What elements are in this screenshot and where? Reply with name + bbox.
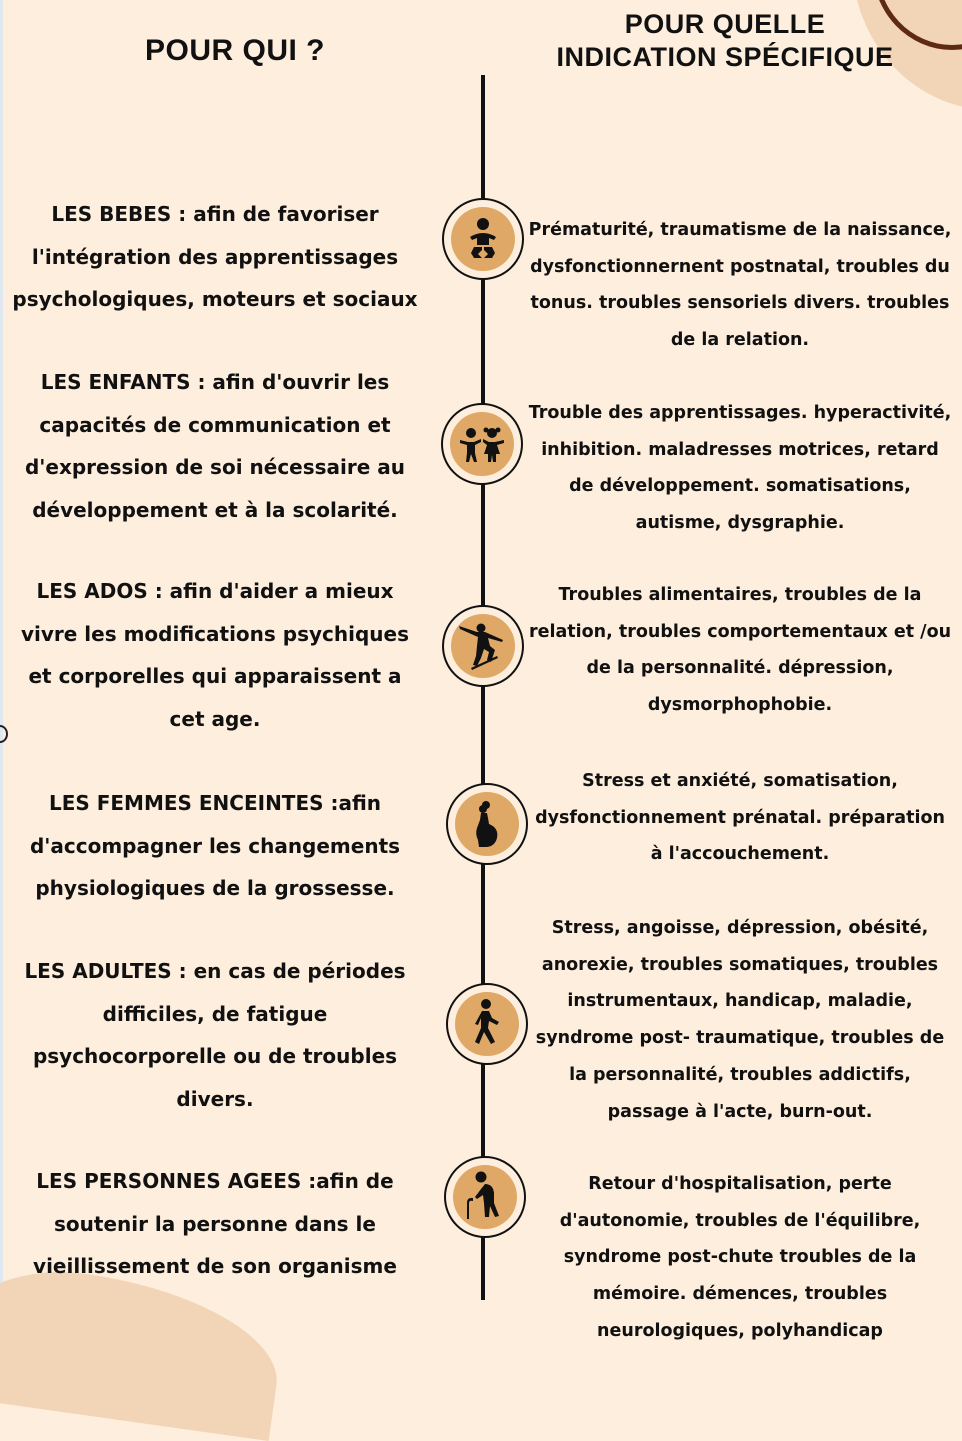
who-children: LES ENFANTS : afin d'ouvrir les capacités de communication et d'expression de soi nécessaire au développement et à la scolarité.	[24, 370, 406, 522]
who-teens: LES ADOS : afin d'aider a mieux vivre les modifications psychiques et corporelles qui apparaissent a cet age.	[20, 579, 410, 731]
who-adults: LES ADULTES : en cas de périodes difficiles, de fatigue psychocorporelle ou de troubles divers.	[24, 959, 406, 1111]
indication-teens: Troubles alimentaires, troubles de la relation, troubles comportementaux et /ou de la personnalité. dépression, dysmorphophobie.	[528, 585, 952, 716]
timeline-node-children	[441, 403, 523, 485]
indication-adults: Stress, angoisse, dépression, obésité, anorexie, troubles somatiques, troubles instrumentaux, handicap, maladie, syndrome post- traumatique, troubles de la personnalité, troubles addictifs, passage à l'acte, burn-out.	[535, 918, 945, 1122]
header-indication	[520, 8, 930, 74]
timeline-node-babies	[442, 198, 524, 280]
timeline-node-teens	[442, 605, 524, 687]
indication-children: Trouble des apprentissages. hyperactivité, inhibition. maladresses motrices, retard de développement. somatisations, autisme, dysgraphie.	[528, 403, 952, 534]
baby-icon	[457, 213, 509, 265]
header-pour-qui: POUR QUI ?	[144, 34, 325, 67]
decorative-ring-left-edge	[0, 725, 8, 743]
header-indication-line1: POUR QUELLE	[624, 9, 826, 39]
skateboarder-icon	[457, 620, 509, 672]
timeline-node-adults	[446, 983, 528, 1065]
who-elderly: LES PERSONNES AGEES :afin de soutenir la personne dans le vieillissement de son organisme	[33, 1169, 397, 1278]
timeline-node-elderly	[444, 1156, 526, 1238]
indication-elderly: Retour d'hospitalisation, perte d'autonomie, troubles de l'équilibre, syndrome post-chute troubles de la mémoire. démences, troubles neurologiques, polyhandicap	[559, 1174, 921, 1341]
pregnant-woman-icon	[461, 798, 513, 850]
who-babies: LES BEBES : afin de favoriser l'intégration des apprentissages psychologiques, moteurs et sociaux	[12, 202, 418, 311]
children-icon	[456, 418, 508, 470]
header-indication-line2: INDICATION SPÉCIFIQUE	[556, 42, 894, 72]
who-pregnant-women: LES FEMMES ENCEINTES :afin d'accompagner les changements physiologiques de la grossesse.	[29, 791, 401, 900]
elderly-person-cane-icon	[459, 1171, 511, 1223]
walking-person-icon	[461, 998, 513, 1050]
indication-babies: Prématurité, traumatisme de la naissance, dysfonctionnernent postnatal, troubles du tonus. troubles sensoriels divers. troubles de la relation.	[528, 220, 952, 351]
timeline-node-pregnant-women	[446, 783, 528, 865]
indication-pregnant-women: Stress et anxiété, somatisation, dysfonctionnement prénatal. préparation à l'accouchement.	[535, 771, 945, 865]
left-edge-strip	[0, 0, 3, 1358]
